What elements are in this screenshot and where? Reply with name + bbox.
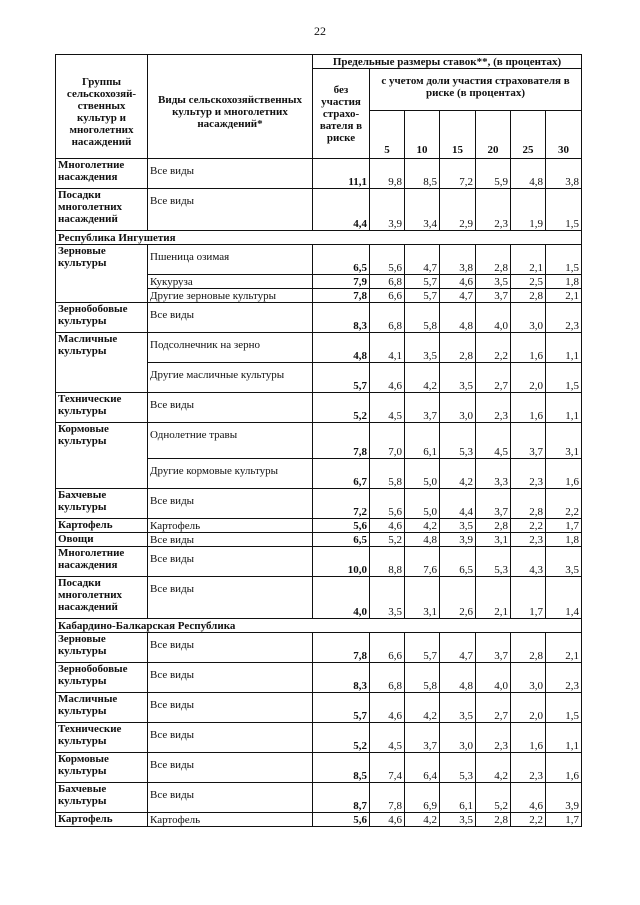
rate-share-value: 3,4 [405, 189, 440, 231]
rate-share-value: 2,1 [511, 245, 546, 275]
rate-share-value: 2,2 [546, 489, 582, 519]
crop-kind: Все виды [148, 693, 313, 723]
table-row [56, 393, 582, 423]
crop-kind: Картофель [148, 519, 313, 533]
rate-without-share: 8,7 [313, 783, 370, 813]
rate-share-value: 2,0 [511, 363, 546, 393]
rate-share-value: 5,9 [476, 159, 511, 189]
rate-share-value: 2,3 [511, 753, 546, 783]
table-body [56, 159, 582, 827]
rate-share-value: 3,8 [440, 245, 476, 275]
rate-share-value: 8,8 [370, 547, 405, 577]
rate-share-value: 5,7 [405, 289, 440, 303]
rate-share-value: 3,1 [405, 577, 440, 619]
rate-share-value: 6,6 [370, 633, 405, 663]
rate-share-value: 4,3 [511, 547, 546, 577]
crop-kind: Все виды [148, 783, 313, 813]
rate-share-value: 5,2 [476, 783, 511, 813]
rate-share-value: 3,7 [476, 633, 511, 663]
rate-share-value: 2,9 [440, 189, 476, 231]
rate-share-value: 2,7 [476, 693, 511, 723]
insurance-rates-table [55, 54, 582, 827]
rate-share-value: 5,6 [370, 489, 405, 519]
rate-share-value: 1,6 [511, 333, 546, 363]
rate-share-value: 3,5 [440, 693, 476, 723]
rate-share-value: 1,8 [546, 275, 582, 289]
rate-share-value: 5,8 [370, 459, 405, 489]
rate-share-value: 3,7 [405, 393, 440, 423]
rate-share-value: 1,6 [546, 753, 582, 783]
rate-share-value: 1,9 [511, 189, 546, 231]
rate-share-value: 2,5 [511, 275, 546, 289]
rate-share-value: 4,8 [405, 533, 440, 547]
rate-share-value: 6,8 [370, 303, 405, 333]
crop-kind: Все виды [148, 303, 313, 333]
rate-share-value: 1,5 [546, 245, 582, 275]
rate-share-value: 3,0 [440, 723, 476, 753]
crop-kind: Однолетние травы [148, 423, 313, 459]
rate-share-value: 3,5 [476, 275, 511, 289]
rate-share-value: 7,8 [370, 783, 405, 813]
rate-without-share: 7,8 [313, 289, 370, 303]
crop-kind: Все виды [148, 159, 313, 189]
table-row [56, 519, 582, 533]
crop-group: Овощи [56, 533, 148, 547]
crop-kind: Пшеница озимая [148, 245, 313, 275]
rate-share-value: 4,6 [370, 813, 405, 827]
table-row [56, 783, 582, 813]
crop-group: Зернобобовые культуры [56, 663, 148, 693]
rate-share-value: 4,6 [370, 693, 405, 723]
rate-without-share: 6,5 [313, 533, 370, 547]
rate-share-value: 1,6 [546, 459, 582, 489]
rate-share-value: 9,8 [370, 159, 405, 189]
header-share-20: 20 [476, 111, 511, 159]
rate-share-value: 6,4 [405, 753, 440, 783]
crop-group: Посадки многолетних насаждений [56, 189, 148, 231]
rate-share-value: 5,3 [440, 423, 476, 459]
crop-kind: Все виды [148, 663, 313, 693]
crop-kind: Все виды [148, 723, 313, 753]
rate-share-value: 2,8 [511, 289, 546, 303]
rate-share-value: 7,2 [440, 159, 476, 189]
crop-group: Бахчевые культуры [56, 489, 148, 519]
crop-kind: Картофель [148, 813, 313, 827]
rate-share-value: 5,6 [370, 245, 405, 275]
table-row [56, 303, 582, 333]
rate-share-value: 3,9 [440, 533, 476, 547]
rate-without-share: 4,8 [313, 333, 370, 363]
table-row [56, 723, 582, 753]
rate-without-share: 6,7 [313, 459, 370, 489]
crop-group: Бахчевые культуры [56, 783, 148, 813]
rate-share-value: 7,0 [370, 423, 405, 459]
rate-share-value: 5,7 [405, 275, 440, 289]
rate-share-value: 6,8 [370, 275, 405, 289]
rate-share-value: 2,2 [476, 333, 511, 363]
rate-share-value: 1,1 [546, 723, 582, 753]
rate-share-value: 6,8 [370, 663, 405, 693]
rate-share-value: 3,7 [476, 289, 511, 303]
crop-group: Картофель [56, 813, 148, 827]
rate-without-share: 8,5 [313, 753, 370, 783]
rate-share-value: 4,2 [440, 459, 476, 489]
rate-share-value: 5,8 [405, 663, 440, 693]
header-without-share: без участия страхо-вателя в риске [313, 69, 370, 159]
table-row [56, 577, 582, 619]
rate-share-value: 2,8 [476, 519, 511, 533]
crop-group: Зерновые культуры [56, 633, 148, 663]
rate-share-value: 3,0 [440, 393, 476, 423]
rate-share-value: 3,7 [511, 423, 546, 459]
rate-share-value: 3,5 [440, 363, 476, 393]
rate-share-value: 5,0 [405, 489, 440, 519]
rate-share-value: 2,8 [511, 633, 546, 663]
crop-kind: Другие зерновые культуры [148, 289, 313, 303]
crop-kind: Другие масличные культуры [148, 363, 313, 393]
crop-kind: Все виды [148, 633, 313, 663]
rate-without-share: 8,3 [313, 663, 370, 693]
crop-group: Многолетние насаждения [56, 159, 148, 189]
rate-share-value: 2,8 [511, 489, 546, 519]
rate-share-value: 2,3 [511, 459, 546, 489]
rate-share-value: 4,5 [370, 393, 405, 423]
header-rates: Предельные размеры ставок**, (в процентах) [313, 55, 582, 69]
rate-share-value: 2,2 [511, 519, 546, 533]
rate-share-value: 2,3 [476, 393, 511, 423]
rate-share-value: 2,0 [511, 693, 546, 723]
header-share-25: 25 [511, 111, 546, 159]
header-group: Группы сельскохозяй-ственных культур и многолетних насаждений [56, 55, 148, 159]
crop-kind: Кукуруза [148, 275, 313, 289]
rate-share-value: 1,7 [511, 577, 546, 619]
table-row [56, 159, 582, 189]
rate-share-value: 2,3 [511, 533, 546, 547]
rate-share-value: 2,3 [546, 303, 582, 333]
rate-share-value: 4,2 [405, 519, 440, 533]
rate-share-value: 4,2 [476, 753, 511, 783]
rate-share-value: 6,6 [370, 289, 405, 303]
rate-share-value: 7,4 [370, 753, 405, 783]
rate-share-value: 6,9 [405, 783, 440, 813]
crop-group: Картофель [56, 519, 148, 533]
rate-share-value: 1,6 [511, 723, 546, 753]
crop-kind: Все виды [148, 533, 313, 547]
region-title: Республика Ингушетия [56, 231, 582, 245]
table-row [56, 753, 582, 783]
table-row [56, 189, 582, 231]
crop-kind: Все виды [148, 753, 313, 783]
crop-kind: Другие кормовые культуры [148, 459, 313, 489]
rate-share-value: 6,1 [405, 423, 440, 459]
rate-without-share: 7,9 [313, 275, 370, 289]
rate-without-share: 7,8 [313, 423, 370, 459]
rate-share-value: 4,0 [476, 663, 511, 693]
rate-without-share: 7,2 [313, 489, 370, 519]
rate-share-value: 2,3 [476, 189, 511, 231]
rate-share-value: 3,1 [476, 533, 511, 547]
header-share-10: 10 [405, 111, 440, 159]
rate-share-value: 2,6 [440, 577, 476, 619]
rate-share-value: 1,1 [546, 333, 582, 363]
rate-without-share: 4,0 [313, 577, 370, 619]
rate-share-value: 3,5 [546, 547, 582, 577]
rate-share-value: 5,3 [440, 753, 476, 783]
rate-share-value: 4,6 [511, 783, 546, 813]
table-row [56, 633, 582, 663]
rate-share-value: 4,7 [440, 633, 476, 663]
rate-share-value: 1,5 [546, 363, 582, 393]
table-row [56, 533, 582, 547]
rate-share-value: 2,7 [476, 363, 511, 393]
rate-share-value: 1,5 [546, 693, 582, 723]
rate-without-share: 5,7 [313, 693, 370, 723]
rate-share-value: 1,1 [546, 393, 582, 423]
rate-share-value: 2,8 [440, 333, 476, 363]
rate-share-value: 2,1 [546, 633, 582, 663]
rate-share-value: 5,7 [405, 633, 440, 663]
table-row [56, 693, 582, 723]
rate-without-share: 8,3 [313, 303, 370, 333]
rate-without-share: 10,0 [313, 547, 370, 577]
rate-without-share: 5,6 [313, 813, 370, 827]
crop-group: Технические культуры [56, 723, 148, 753]
rate-share-value: 2,8 [476, 813, 511, 827]
page-number: 22 [314, 24, 326, 38]
rate-without-share: 7,8 [313, 633, 370, 663]
rate-share-value: 3,9 [546, 783, 582, 813]
rate-share-value: 5,0 [405, 459, 440, 489]
region-title: Кабардино-Балкарская Республика [56, 619, 582, 633]
rate-share-value: 2,1 [476, 577, 511, 619]
rate-share-value: 2,3 [546, 663, 582, 693]
rate-without-share: 6,5 [313, 245, 370, 275]
rate-share-value: 4,2 [405, 363, 440, 393]
rate-share-value: 3,3 [476, 459, 511, 489]
rate-share-value: 5,3 [476, 547, 511, 577]
region-row [56, 231, 582, 245]
crop-kind: Все виды [148, 393, 313, 423]
rate-without-share: 5,2 [313, 393, 370, 423]
crop-kind: Все виды [148, 577, 313, 619]
rate-share-value: 2,8 [476, 245, 511, 275]
crop-group: Масличные культуры [56, 333, 148, 393]
rate-share-value: 3,0 [511, 663, 546, 693]
rate-without-share: 5,6 [313, 519, 370, 533]
rate-share-value: 3,7 [405, 723, 440, 753]
rate-share-value: 4,7 [440, 289, 476, 303]
region-row [56, 619, 582, 633]
rate-without-share: 11,1 [313, 159, 370, 189]
header-share-30: 30 [546, 111, 582, 159]
rate-share-value: 3,7 [476, 489, 511, 519]
rate-share-value: 3,1 [546, 423, 582, 459]
header-kind: Виды сельскохозяйственных культур и многолетних насаждений* [148, 55, 313, 159]
rate-share-value: 2,2 [511, 813, 546, 827]
rate-share-value: 5,8 [405, 303, 440, 333]
crop-group: Посадки многолетних насаждений [56, 577, 148, 619]
rate-share-value: 4,7 [405, 245, 440, 275]
rate-share-value: 3,9 [370, 189, 405, 231]
rate-share-value: 4,2 [405, 693, 440, 723]
table-row [56, 813, 582, 827]
crop-group: Технические культуры [56, 393, 148, 423]
rate-share-value: 4,8 [440, 663, 476, 693]
header-share-15: 15 [440, 111, 476, 159]
table-row [56, 333, 582, 363]
rate-share-value: 4,6 [440, 275, 476, 289]
header-with-share: с учетом доли участия страхователя в риске (в процентах) [370, 69, 582, 111]
rate-share-value: 4,6 [370, 519, 405, 533]
rate-share-value: 6,1 [440, 783, 476, 813]
rate-share-value: 3,0 [511, 303, 546, 333]
rate-share-value: 3,5 [440, 813, 476, 827]
rate-share-value: 1,7 [546, 519, 582, 533]
rate-share-value: 2,1 [546, 289, 582, 303]
crop-kind: Все виды [148, 547, 313, 577]
rate-share-value: 4,6 [370, 363, 405, 393]
rate-share-value: 4,5 [476, 423, 511, 459]
table-row [56, 423, 582, 459]
crop-group: Зерновые культуры [56, 245, 148, 303]
rate-share-value: 8,5 [405, 159, 440, 189]
rate-without-share: 4,4 [313, 189, 370, 231]
rate-share-value: 4,1 [370, 333, 405, 363]
rate-share-value: 6,5 [440, 547, 476, 577]
rate-share-value: 4,8 [440, 303, 476, 333]
rate-share-value: 3,5 [405, 333, 440, 363]
rate-share-value: 2,3 [476, 723, 511, 753]
crop-kind: Все виды [148, 189, 313, 231]
rate-share-value: 4,5 [370, 723, 405, 753]
rate-without-share: 5,7 [313, 363, 370, 393]
rate-share-value: 4,0 [476, 303, 511, 333]
rate-share-value: 1,6 [511, 393, 546, 423]
table-row [56, 489, 582, 519]
header-share-5: 5 [370, 111, 405, 159]
crop-group: Зернобобовые культуры [56, 303, 148, 333]
table-row [56, 245, 582, 275]
rate-share-value: 3,5 [370, 577, 405, 619]
rate-share-value: 4,2 [405, 813, 440, 827]
rate-share-value: 1,8 [546, 533, 582, 547]
crop-group: Многолетние насаждения [56, 547, 148, 577]
rate-share-value: 4,8 [511, 159, 546, 189]
crop-group: Кормовые культуры [56, 423, 148, 489]
rate-share-value: 3,5 [440, 519, 476, 533]
rate-share-value: 1,5 [546, 189, 582, 231]
rate-share-value: 7,6 [405, 547, 440, 577]
crop-kind: Подсолнечник на зерно [148, 333, 313, 363]
crop-kind: Все виды [148, 489, 313, 519]
rate-share-value: 4,4 [440, 489, 476, 519]
rate-share-value: 3,8 [546, 159, 582, 189]
rate-share-value: 1,7 [546, 813, 582, 827]
rate-without-share: 5,2 [313, 723, 370, 753]
crop-group: Масличные культуры [56, 693, 148, 723]
rate-share-value: 1,4 [546, 577, 582, 619]
rate-share-value: 5,2 [370, 533, 405, 547]
crop-group: Кормовые культуры [56, 753, 148, 783]
table-row [56, 663, 582, 693]
table-row [56, 547, 582, 577]
